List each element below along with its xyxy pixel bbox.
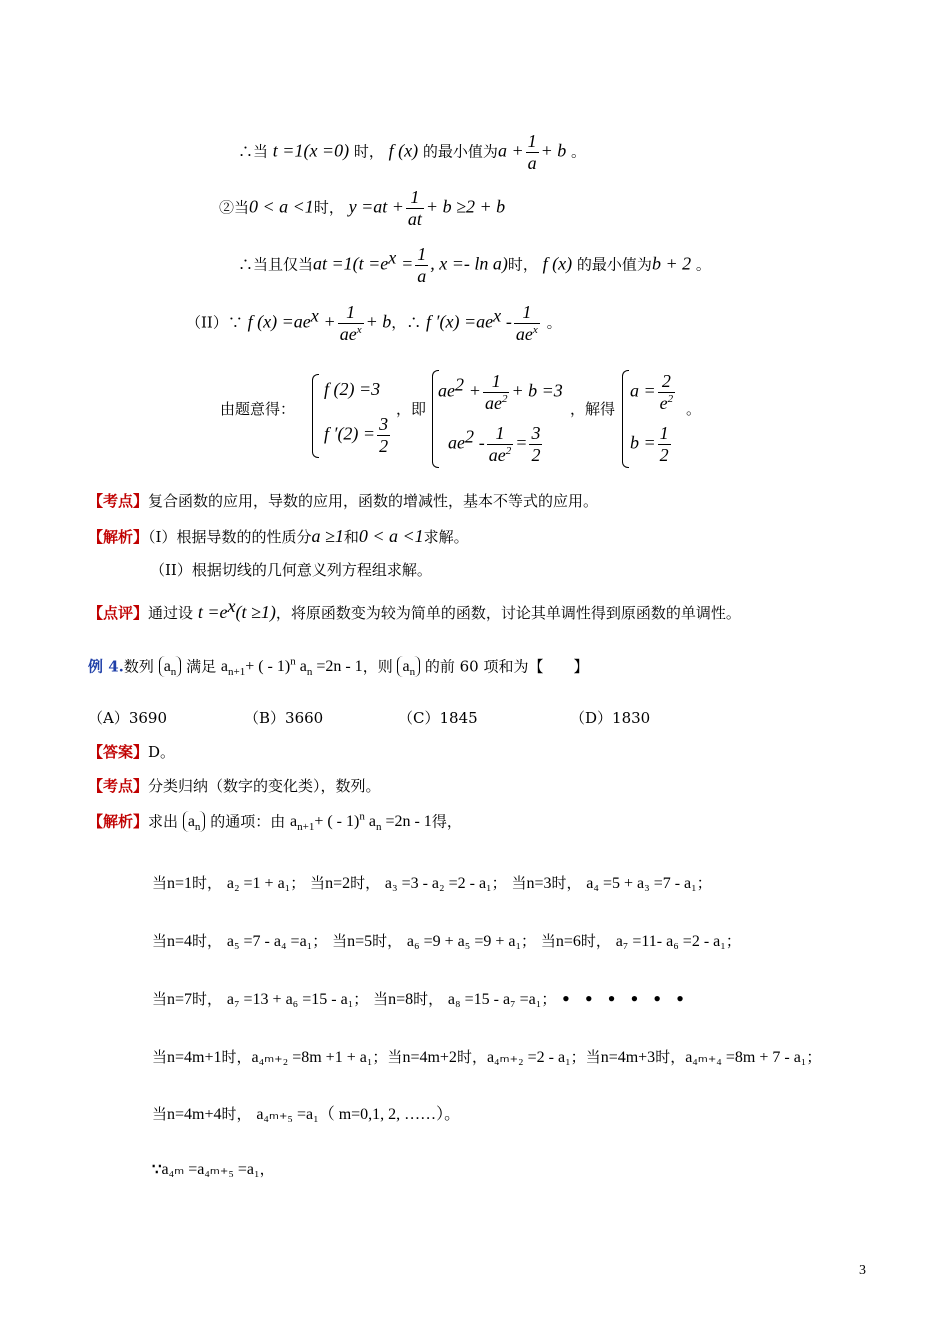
left-brace: [622, 370, 629, 468]
fraction: $\frac{3}{2}$: [379, 414, 389, 456]
system-intro: 由题意得：: [220, 400, 296, 418]
jiexi-line: 【解析】（I）根据导数的的性质分a ≥1和0 < a <1求解。: [88, 526, 469, 546]
option-b: （B）3660: [244, 709, 324, 727]
answer-label: 【答案】: [88, 743, 149, 761]
case-row-6: ∵a₄ₘ =a₄ₘ₊₅ =a₁，: [152, 1160, 275, 1178]
case-row-4: 当n=4m+1时，a₄ₘ₊₂ =8m +1 + a₁；当n=4m+2时，a₄ₘ₊₂ =2 - a₁；当n=4m+3时，a₄ₘ₊₄ =8m + 7 - a₁；: [152, 1048, 822, 1066]
system-connector-2: ，解得: [570, 400, 616, 418]
recurrence-relation: $a_{n+1}+$ ( - 1)$^n$ $a_n =2n - 1$: [220, 656, 363, 679]
fraction: $\frac{1}{ae^2}$: [484, 371, 508, 413]
fraction: $\frac{1}{a}$: [527, 131, 537, 173]
jiexi-line-2: （II）根据切线的几何意义列方程组求解。: [150, 561, 432, 579]
fraction: $\frac{1}{a}$: [417, 244, 427, 286]
example-4-question: 例 4.数列 $a_n$ 满足 $a_{n+1}+$ ( - 1)$^n$ $a_n =2n - 1$，则 $a_n$ 的前 60 项和为【 】: [88, 656, 589, 679]
ellipsis-dots: • • • • • •: [561, 990, 689, 1008]
dianping-label: 【点评】: [88, 604, 149, 622]
option-d: （D）1830: [570, 709, 651, 727]
kaodian-line: 【考点】复合函数的应用，导数的应用，函数的增减性，基本不等式的应用。: [88, 492, 599, 510]
line-min-value-2: ∴当且仅当at $=1(t =e^x$ = $\frac{1}{a}$ , x =- ln a)时， f (x) 的最小值为b + 2 。: [238, 244, 711, 286]
case-row-1: 当n=1时， a₂ =1 + a₁； 当n=2时， a₃ =3 - a₂ =2 - a₁； 当n=3时， a₄ =5 + a₃ =7 - a₁；: [152, 874, 712, 892]
recurrence-relation: $a_{n+1}+$ ( - 1)$^n$ $a_n =2n - 1$: [290, 811, 432, 834]
fraction: $\frac{1}{ae^2}$: [488, 423, 512, 465]
left-brace: [312, 374, 319, 458]
jiexi-label: 【解析】: [88, 528, 149, 546]
sequence-a-n: $a_n$: [183, 811, 206, 832]
line-derivative: （II）∵ f $(x) =ae^x$ + $\frac{1}{ae^x}$ + b，∴ f $'(x) =ae^x$ - $\frac{1}{ae^x}$ 。: [186, 302, 562, 344]
dianping-line: 【点评】通过设 $t =e^x(t \ge 1)$，将原函数变为较为简单的函数，讨论其单调性得到原函数的单调性。: [88, 596, 741, 622]
equation-system-3: a = $\frac{2}{e^2}$ b = $\frac{1}{2}$: [622, 368, 682, 470]
example-jiexi-line: 【解析】求出 $a_n$ 的通项：由 $a_{n+1}+$ ( - 1)$^n$ $a_n =2n - 1$得，: [88, 811, 462, 834]
case-row-2: 当n=4时， a₅ =7 - a₄ =a₁； 当n=5时， a₆ =9 + a₅ =9 + a₁； 当n=6时， a₇ =11- a₆ =2 - a₁；: [152, 932, 741, 950]
sequence-a-n: $a_n$: [397, 656, 420, 677]
fraction: $\frac{1}{ae^x}$: [339, 302, 362, 344]
case-row-3: 当n=7时， a₇ =13 + a₆ =15 - a₁； 当n=8时， a₈ =15 - a₇ =a₁； • • • • • •: [152, 990, 689, 1008]
case-row-5: 当n=4m+4时， a₄ₘ₊₅ =a₁（ m=0,1, 2, ……）。: [152, 1105, 461, 1123]
page-number: 3: [859, 1263, 866, 1278]
fraction: $\frac{1}{at}$: [407, 187, 422, 229]
line-min-value-1: ∴当 t =1(x =0) 时， f (x) 的最小值为a + $\frac{1}{a}$ + b 。: [238, 131, 587, 173]
system-end: 。: [686, 400, 702, 418]
answer-line: 【答案】D。: [88, 743, 176, 761]
fraction: $\frac{2}{e^2}$: [659, 371, 674, 413]
equation-system-1: f (2) =3 f ′(2) = $\frac{3}{2}$: [312, 370, 394, 460]
sequence-a-n: $a_n$: [159, 656, 182, 677]
kaodian-label: 【考点】: [88, 492, 149, 510]
fraction: $\frac{3}{2}$: [531, 423, 541, 465]
fraction: $\frac{1}{ae^x}$: [515, 302, 538, 344]
option-a: （A）3690: [88, 709, 168, 727]
equation-system-2: $ae^2$ + $\frac{1}{ae^2}$ + b =3 $ae^2$ - $\frac{1}{ae^2}$ = $\frac{3}{2}$: [432, 368, 572, 470]
example-label: 例 4.: [88, 657, 124, 676]
fraction: $\frac{1}{2}$: [659, 423, 669, 465]
kaodian-label: 【考点】: [88, 777, 149, 795]
option-c: （C）1845: [398, 709, 478, 727]
jiexi-label: 【解析】: [88, 812, 149, 831]
line-case-2: ②当0 < a <1时， y =at + $\frac{1}{at}$ + b ≥2 + b: [219, 187, 506, 229]
system-connector-1: ，即: [396, 400, 427, 418]
example-kaodian-line: 【考点】分类归纳（数字的变化类），数列。: [88, 777, 381, 795]
